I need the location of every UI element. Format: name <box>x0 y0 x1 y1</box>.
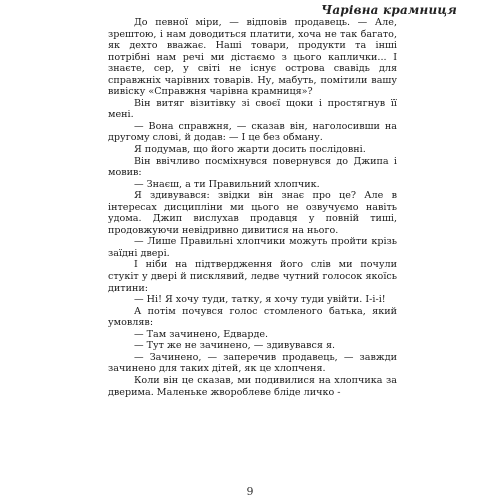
paragraph: — Знаєш, а ти Правильний хлопчик. <box>134 178 320 190</box>
paragraph: — Зачинено, — заперечив продавець, — завжди зачинено для таких дітей, як це хлопченя. <box>108 351 397 375</box>
body-text <box>108 17 397 398</box>
paragraph: — Вона справжня, — сказав він, наголосивши на другому слові, й додав: — І це без обману. <box>108 120 397 144</box>
paragraph: — Тут же не зачинено, — здивувався я. <box>134 340 336 352</box>
paragraph: Коли він це сказав, ми подивилися на хлопчика за дверима. Маленьке жвороблеве бліде личко - <box>108 374 397 398</box>
paragraph: Він витяг візитівку зі своєї щоки і простягнув її мені. <box>108 97 397 121</box>
paragraph: — Ні! Я хочу туди, татку, я хочу туди увійти. І-і-і! <box>134 294 386 306</box>
paragraph: Він ввічливо посміхнувся повернувся до Джипа і мовив: <box>108 155 397 179</box>
paragraph: Я здивувався: звідки він знає про це? Але в інтересах дисципліни ми цього не озвучуємо навіть удома. Джип вислухав продавця у повній тиші, продовжуючи невідривно дивитися на нього. <box>108 190 397 236</box>
paragraph: До певної міри, — відповів продавець. — Але, зрештою, і нам доводиться платити, хоча не так багато, як дехто вважає. Наші товари, продукти та інші потрібні нам речі ми дістаємо з цього каплички... І знаєте, сер, у світі не існує острова свавідь для справжніх чарівних товарів. Ну, мабуть, помітили вашу вивіску «Справжня чарівна крамниця»? <box>108 17 397 98</box>
paragraph: — Лише Правильні хлопчики можуть пройти крізь заїдні двері. <box>108 236 397 259</box>
running-header: Чарівна крамниця <box>321 3 457 17</box>
page-number: 9 <box>246 485 254 498</box>
paragraph: І ніби на підтвердження його слів ми почули стукіт у двері й писклявий, ледве чутний голосок якоїсь дитини: <box>108 259 397 294</box>
paragraph: А потім почувся голос стомленого батька, який умовляв: <box>108 305 397 329</box>
paragraph: Я подумав, що його жарти досить послідовні. <box>134 144 366 156</box>
paragraph: — Там зачинено, Едварде. <box>134 328 269 340</box>
